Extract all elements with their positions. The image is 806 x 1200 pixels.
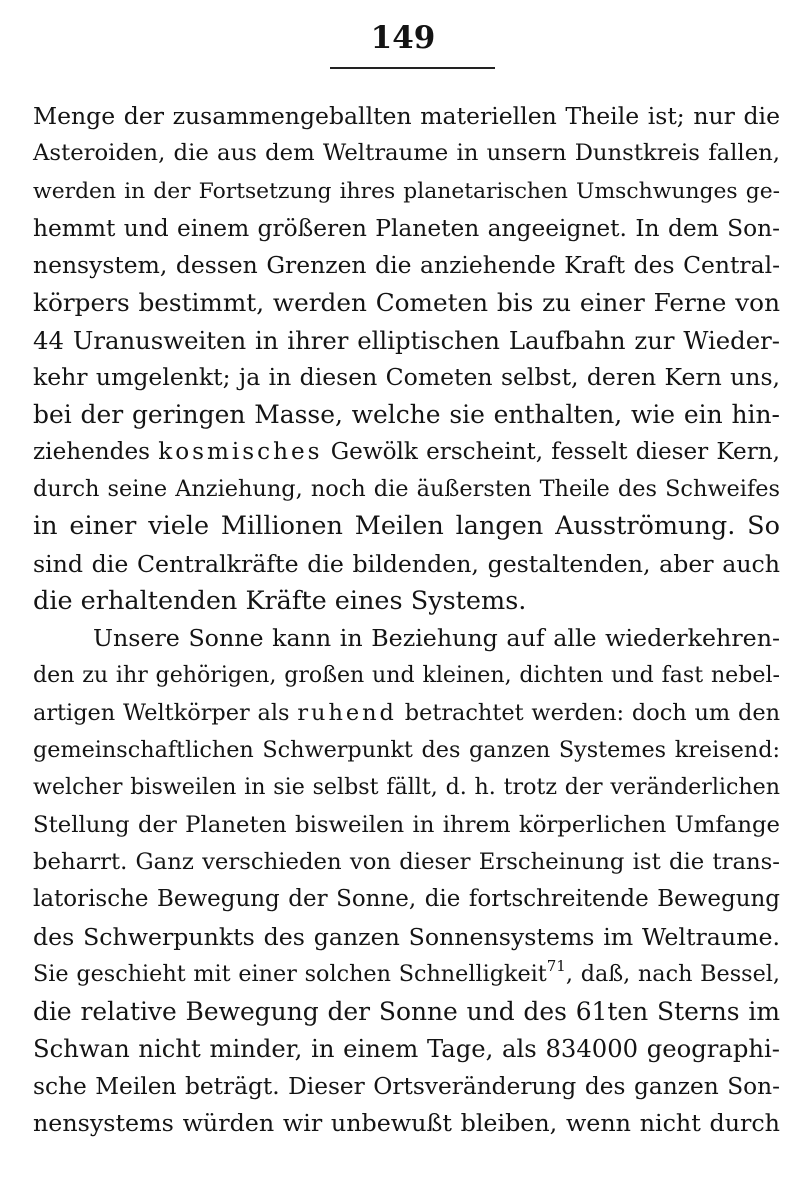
text-fragment: , daß, nach Bessel, (565, 960, 780, 987)
text-line: körpers bestimmt, werden Cometen bis zu einer Ferne von (33, 288, 780, 318)
text-line: Stellung der Planeten bisweilen in ihrem körperlichen Umfange (33, 811, 780, 838)
text-line: sind die Centralkräfte die bildenden, gestaltenden, aber auch (33, 549, 780, 578)
body-text (33, 98, 780, 1142)
text-line: den zu ihr gehörigen, großen und kleinen, dichten und fast nebel- (33, 662, 780, 689)
text-line (33, 956, 780, 993)
text-line (33, 695, 780, 732)
text-line: durch seine Anziehung, noch die äußersten Theile des Schweifes (33, 475, 780, 502)
text-line: latorische Bewegung der Sonne, die fortschreitende Bewegung (33, 886, 780, 913)
text-line: nensystems würden wir unbewußt bleiben, wenn nicht durch (33, 1109, 780, 1138)
text-fragment: Sie geschieht mit einer solchen Schnelligkeit (33, 960, 547, 987)
text-line: welcher bisweilen in sie selbst fällt, d. h. trotz der veränderlichen (33, 774, 780, 801)
text-line: hemmt und einem größeren Planeten angeeignet. In dem Son- (33, 214, 780, 242)
text-fragment: ziehendes (33, 438, 159, 465)
footnote-reference[interactable]: 71 (546, 956, 566, 975)
text-line: sche Meilen beträgt. Dieser Ortsveränderung des ganzen Son- (33, 1072, 780, 1100)
text-line (33, 434, 780, 471)
header-rule (330, 67, 495, 69)
text-line: in einer viele Millionen Meilen langen Ausströmung. So (33, 511, 780, 542)
text-line: Asteroiden, die aus dem Weltraume in unsern Dunstkreis fallen, (33, 140, 780, 167)
page-number: 149 (370, 20, 436, 56)
text-fragment: artigen Weltkörper als (33, 699, 298, 726)
text-line: werden in der Fortsetzung ihres planetarischen Umschwunges ge- (33, 178, 780, 204)
text-line: gemeinschaftlichen Schwerpunkt des ganzen Systemes kreisend: (33, 737, 780, 764)
spaced-emphasis: ruhend (297, 699, 397, 726)
text-line: des Schwerpunkts des ganzen Sonnensystems im Weltraume. (33, 922, 780, 951)
text-fragment: betrachtet werden: doch um den (396, 699, 780, 726)
text-line: die erhaltenden Kräfte eines Systems. (33, 585, 527, 616)
text-fragment: Gewölk erscheint, fesselt dieser Kern, (322, 438, 780, 465)
spaced-emphasis: kosmisches (158, 438, 323, 465)
text-line: 44 Uranusweiten in ihrer elliptischen Laufbahn zur Wieder- (33, 325, 780, 355)
text-line: Schwan nicht minder, in einem Tage, als 834000 geographi- (33, 1034, 780, 1064)
text-line: die relative Bewegung der Sonne und des 61ten Sterns im (33, 997, 780, 1027)
text-line: Menge der zusammengeballten materiellen Theile ist; nur die (33, 102, 780, 130)
text-line: beharrt. Ganz verschieden von dieser Erscheinung ist die trans- (33, 848, 780, 875)
text-line: bei der geringen Masse, welche sie enthalten, wie ein hin- (33, 400, 780, 430)
text-line: kehr umgelenkt; ja in diesen Cometen selbst, deren Kern uns, (33, 363, 780, 392)
text-line: nensystem, dessen Grenzen die anziehende Kraft des Central- (33, 251, 780, 280)
text-line: Unsere Sonne kann in Beziehung auf alle wiederkehren- (93, 624, 780, 653)
